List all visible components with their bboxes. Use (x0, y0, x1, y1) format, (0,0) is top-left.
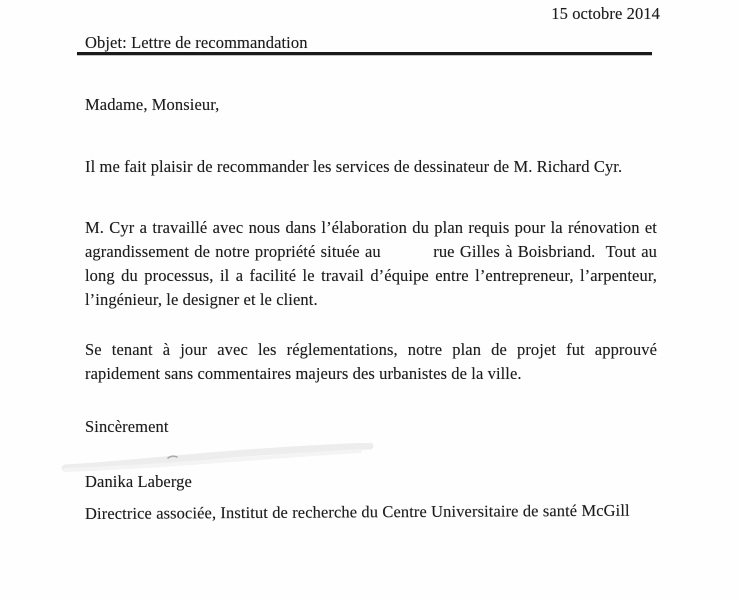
letter-closing: Sincèrement (85, 417, 169, 436)
subject-underline-rule (77, 52, 652, 55)
letter-salutation: Madame, Monsieur, (85, 95, 220, 114)
letter-subject: Objet: Lettre de recommandation (85, 33, 308, 52)
signature-name: Danika Laberge (85, 472, 192, 491)
body-text-before-redaction: M. Cyr a travaillé avec nous dans l’élaboration du plan requis pour la rénovation et agrandissement de notre propriété située au (85, 218, 657, 261)
letter-body-paragraph (85, 216, 657, 312)
body-text-after-redaction: rue Gilles à Boisbriand. Tout au long du processus, il a facilité le travail d’équipe entre l’entrepreneur, l’arpenteur, l’ingénieur, le designer et le client. (85, 242, 657, 309)
letter-regulations-paragraph: Se tenant à jour avec les réglementations, notre plan de projet fut approuvé rapidement sans commentaires majeurs des urbanistes de la ville. (85, 340, 657, 383)
redacted-street-number-gap (386, 256, 428, 257)
signature-title: Directrice associée, Institut de recherche du Centre Universitaire de santé McGill (84, 500, 630, 523)
letter-date: 15 octobre 2014 (551, 4, 660, 23)
erased-signature-smudge (60, 443, 380, 473)
letter-intro-paragraph: Il me fait plaisir de recommander les services de dessinateur de M. Richard Cyr. (85, 157, 623, 176)
